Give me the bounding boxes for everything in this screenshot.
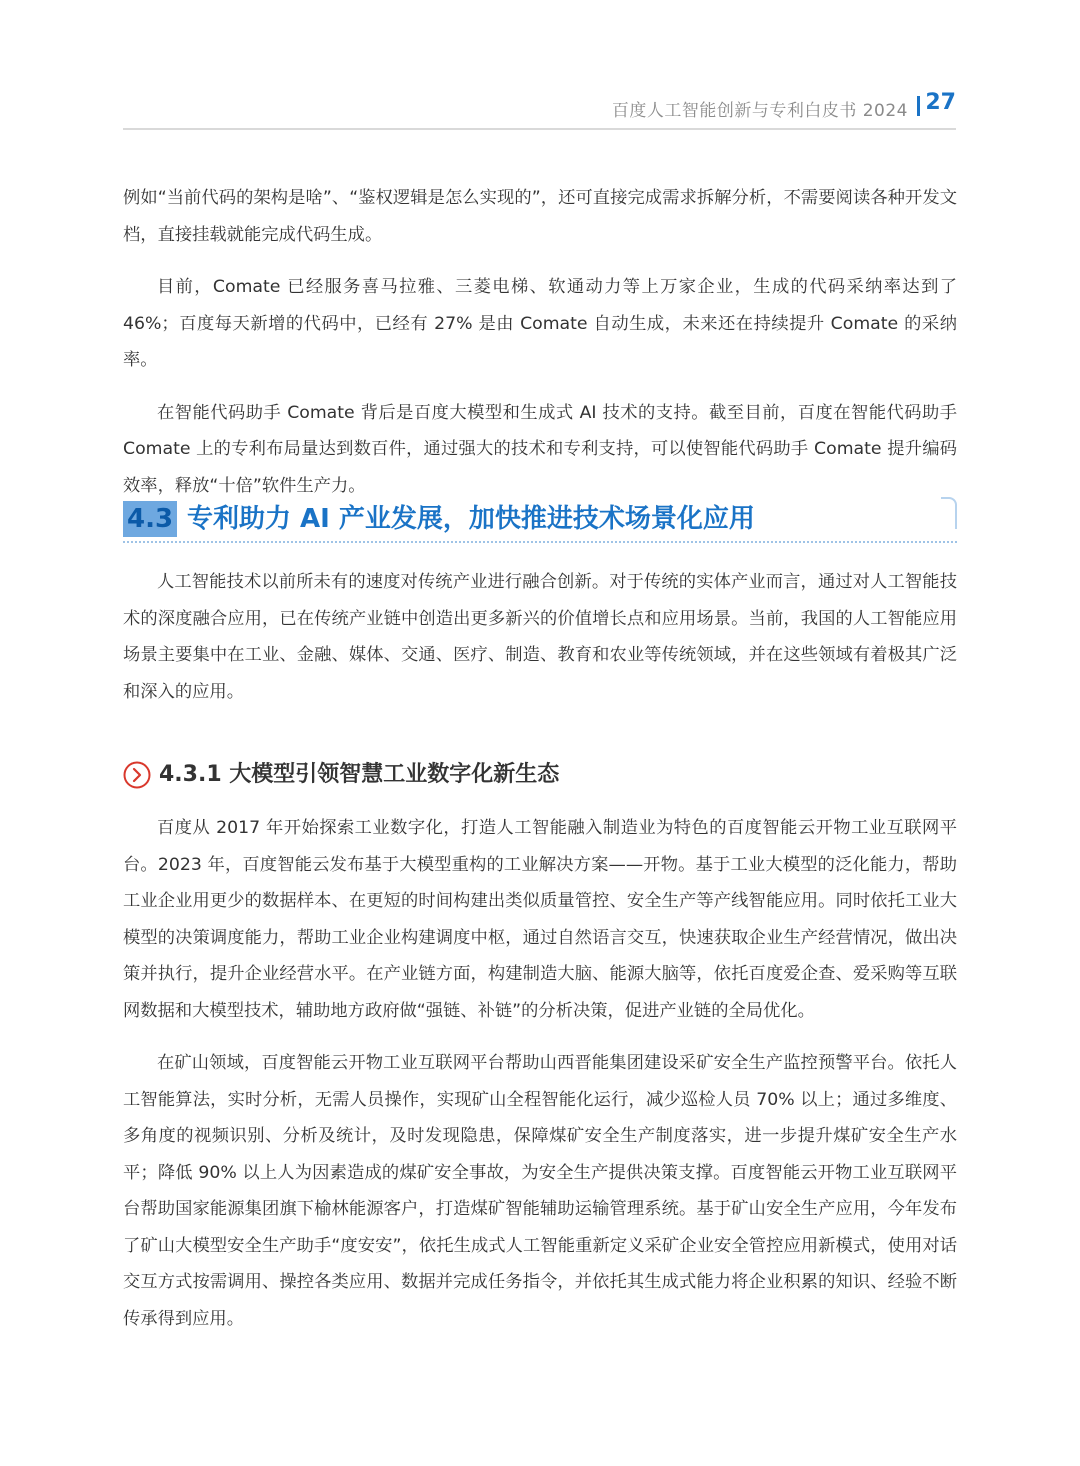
page-number: 27 <box>925 90 956 115</box>
subsection-paragraph-2: 在矿山领域，百度智能云开物工业互联网平台帮助山西晋能集团建设采矿安全生产监控预警平台。依托人工智能算法，实时分析，无需人员操作，实现矿山全程智能化运行，减少巡检人员 70% 以上；通过多维度、多角度的视频识别、分析及统计，及时发现隐患，保障煤矿安全生产制度落实，进一步提升煤矿安全生产水平；降低 90% 以上人为因素造成的煤矿安全事故，为安全生产提供决策支撑。百度智能云开物工业互联网平台帮助国家能源集团旗下榆林能源客户，打造煤矿智能辅助运输管理系统。基于矿山安全生产应用，今年发布了矿山大模型安全生产助手“度安安”，依托生成式人工智能重新定义采矿企业安全管控应用新模式，使用对话交互方式按需调用、操控各类应用、数据并完成任务指令，并依托其生成式能力将企业积累的知识、经验不断传承得到应用。 <box>123 1053 957 1329</box>
section-paragraph: 人工智能技术以前所未有的速度对传统产业进行融合创新。对于传统的实体产业而言，通过对人工智能技术的深度融合应用，已在传统产业链中创造出更多新兴的价值增长点和应用场景。当前，我国的人工智能应用场景主要集中在工业、金融、媒体、交通、医疗、制造、教育和农业等传统领域，并在这些领域有着极其广泛和深入的应用。 <box>123 572 957 702</box>
page-header <box>123 88 956 130</box>
section-number: 4.3 <box>123 501 177 537</box>
intro-paragraph-1: 例如“当前代码的架构是啥”、“鉴权逻辑是怎么实现的”，还可直接完成需求拆解分析，不需要阅读各种开发文档，直接挂载就能完成代码生成。 <box>123 188 957 245</box>
subsection-title: 4.3.1 大模型引领智慧工业数字化新生态 <box>159 762 560 787</box>
section-title: 专利助力 AI 产业发展，加快推进技术场景化应用 <box>187 504 755 534</box>
section-heading-corner <box>941 497 957 529</box>
subsection-body <box>123 810 957 1337</box>
intro-paragraph-2: 目前，Comate 已经服务喜马拉雅、三菱电梯、软通动力等上万家企业，生成的代码采纳率达到了46%；百度每天新增的代码中，已经有 27% 是由 Comate 自动生成，未来还在持续提升 Comate 的采纳率。 <box>123 277 957 370</box>
section-heading <box>123 497 957 543</box>
intro-paragraph-3: 在智能代码助手 Comate 背后是百度大模型和生成式 AI 技术的支持。截至目前，百度在智能代码助手 Comate 上的专利布局量达到数百件，通过强大的技术和专利支持，可以使智能代码助手 Comate 提升编码效率，释放“十倍”软件生产力。 <box>123 402 957 496</box>
section-body <box>123 564 957 710</box>
chevron-right-circle-icon <box>123 761 151 789</box>
intro-text <box>123 180 957 504</box>
subsection-paragraph-1: 百度从 2017 年开始探索工业数字化，打造人工智能融入制造业为特色的百度智能云开物工业互联网平台。2023 年，百度智能云发布基于大模型重构的工业解决方案——开物。基于工业大模型的泛化能力，帮助工业企业用更少的数据样本、在更短的时间构建出类似质量管控、安全生产等产线智能应用。同时依托工业大模型的决策调度能力，帮助工业企业构建调度中枢，通过自然语言交互，快速获取企业生产经营情况，做出决策并执行，提升企业经营水平。在产业链方面，构建制造大脑、能源大脑等，依托百度爱企查、爱采购等互联网数据和大模型技术，辅助地方政府做“强链、补链”的分析决策，促进产业链的全局优化。 <box>123 818 957 1021</box>
header-divider <box>917 96 920 116</box>
document-title: 百度人工智能创新与专利白皮书 2024 <box>611 101 908 121</box>
